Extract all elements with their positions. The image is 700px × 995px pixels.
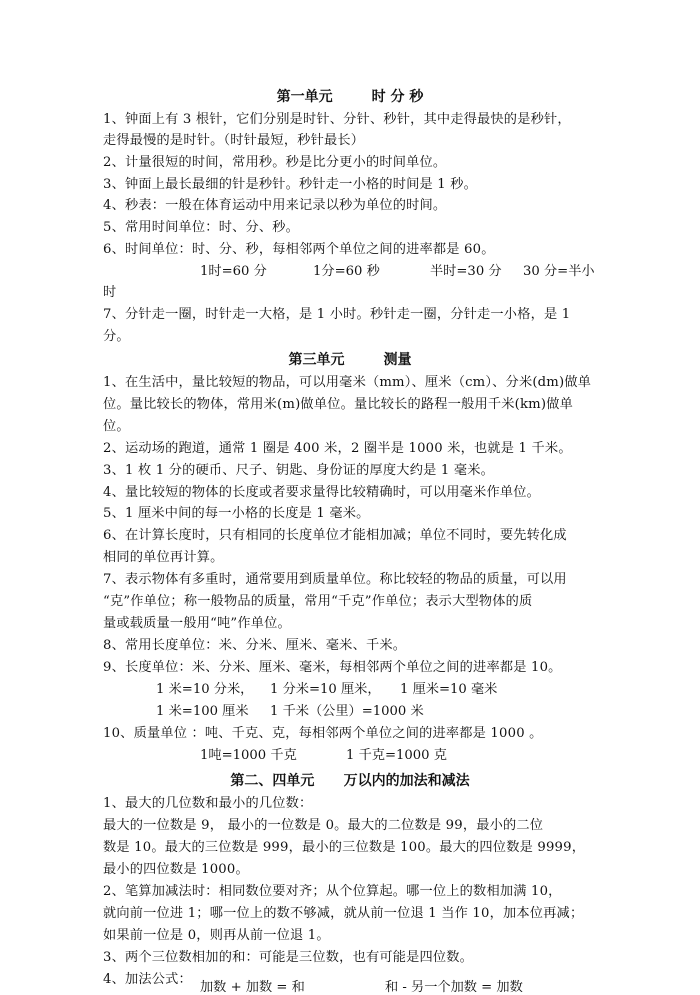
section-3-line: 位。: [103, 419, 130, 434]
length-conversion: 1 分米=10 厘米，: [270, 682, 381, 697]
length-conversion: 1 厘米=10 毫米: [400, 682, 498, 697]
section-2-4-line: 最小的四位数是 1000。: [103, 862, 249, 877]
section-3-line: 相同的单位再计算。: [103, 550, 224, 565]
section-2-4-line: 最大的一位数是 9， 最小的一位数是 0。最大的二位数是 99，最小的二位: [103, 818, 544, 833]
section-1-line: 2、计量很短的时间，常用秒。秒是比分更小的时间单位。: [103, 155, 447, 170]
section-1-line: 走得最慢的是时针。（时针最短，秒针最长）: [103, 133, 365, 148]
section-2-4-line: 3、两个三位数相加的和：可能是三位数，也有可能是四位数。: [103, 950, 474, 965]
section-3-line: 4、量比较短的物体的长度或者要求量得比较精确时，可以用毫米作单位。: [103, 485, 540, 500]
addition-formula: 加数 + 加数 = 和: [200, 980, 305, 995]
section-1-line: 4、秒表：一般在体育运动中用来记录以秒为单位的时间。: [103, 198, 447, 213]
section-3-line: 1、在生活中，量比较短的物品，可以用毫米（mm）、厘米（cm）、分米(dm)做单: [103, 375, 592, 390]
section-3-line: 7、表示物体有多重时，通常要用到质量单位。称比较轻的物品的质量，可以用: [103, 572, 567, 587]
section-3-line: 3、1 枚 1 分的硬币、尺子、钥匙、身份证的厚度大约是 1 毫米。: [103, 463, 495, 478]
time-conversion: 30 分=半小: [523, 264, 595, 279]
section-3-line: 8、常用长度单位：米、分米、厘米、毫米、千米。: [103, 638, 407, 653]
section-3-line: 位。量比较长的物体，常用米(m)做单位。量比较长的路程一般用千米(km)做单: [103, 397, 573, 412]
addition-formula: 和 - 另一个加数 = 加数: [385, 980, 523, 995]
section-2-4-line: 数是 10。最大的三位数是 999，最小的三位数是 100。最大的四位数是 9999，: [103, 840, 586, 855]
length-conversion: 1 千米（公里）=1000 米: [270, 704, 424, 719]
section-2-4-line: 就向前一位进 1；哪一位上的数不够减，就从前一位退 1 当作 10，加本位再减；: [103, 906, 584, 921]
time-conversion: 1分=60 秒: [313, 264, 380, 279]
section-2-4-heading: 第二、四单元 万以内的加法和减法: [230, 773, 470, 789]
section-1-line: 7、分针走一圈，时针走一大格，是 1 小时。秒针走一圈，分针走一小格，是 1: [103, 307, 571, 322]
length-conversion: 1 米=10 分米，: [156, 682, 254, 697]
section-1-line: 1、钟面上有 3 根针，它们分别是时针、分针、秒针，其中走得最快的是秒针，: [103, 112, 571, 127]
section-3-heading: 第三单元 测量: [288, 352, 412, 368]
section-1-line: 3、钟面上最长最细的针是秒针。秒针走一小格的时间是 1 秒。: [103, 177, 478, 192]
section-3-line: 2、运动场的跑道，通常 1 圈是 400 米，2 圈半是 1000 米，也就是 1 千米。: [103, 441, 572, 456]
mass-units-line: 10、质量单位 ：吨、千克、克，每相邻两个单位之间的进率都是 1000 。: [103, 726, 543, 741]
time-conversion: 半时=30 分: [430, 264, 502, 279]
mass-conversion: 1吨=1000 千克: [200, 748, 297, 763]
section-3-line: 9、长度单位：米、分米、厘米、毫米，每相邻两个单位之间的进率都是 10。: [103, 660, 562, 675]
mass-conversion: 1 千克=1000 克: [346, 748, 447, 763]
section-3-line: “克”作单位；称一般物品的质量，常用“千克”作单位；表示大型物体的质: [103, 594, 533, 609]
section-1-line: 5、常用时间单位：时、分、秒。: [103, 220, 300, 235]
section-2-4-line: 4、加法公式：: [103, 972, 192, 987]
time-conversion: 1时=60 分: [200, 264, 267, 279]
section-3-line: 6、在计算长度时，只有相同的长度单位才能相加减；单位不同时，要先转化成: [103, 528, 567, 543]
section-3-line: 量或载质量一般用“吨”作单位。: [103, 616, 291, 631]
section-1-heading: 第一单元 时 分 秒: [276, 89, 424, 105]
time-conversion-tail: 时: [103, 285, 117, 300]
section-1-line: 分。: [103, 329, 130, 344]
section-2-4-line: 如果前一位是 0，则再从前一位退 1。: [103, 928, 330, 943]
section-3-line: 5、1 厘米中间的每一小格的长度是 1 毫米。: [103, 506, 370, 521]
section-1-line: 6、时间单位：时、分、秒，每相邻两个单位之间的进率都是 60。: [103, 242, 495, 257]
section-2-4-line: 2、笔算加减法时：相同数位要对齐；从个位算起。哪一位上的数相加满 10，: [103, 884, 562, 899]
section-2-4-line: 1、最大的几位数和最小的几位数：: [103, 796, 313, 811]
length-conversion: 1 米=100 厘米: [156, 704, 249, 719]
